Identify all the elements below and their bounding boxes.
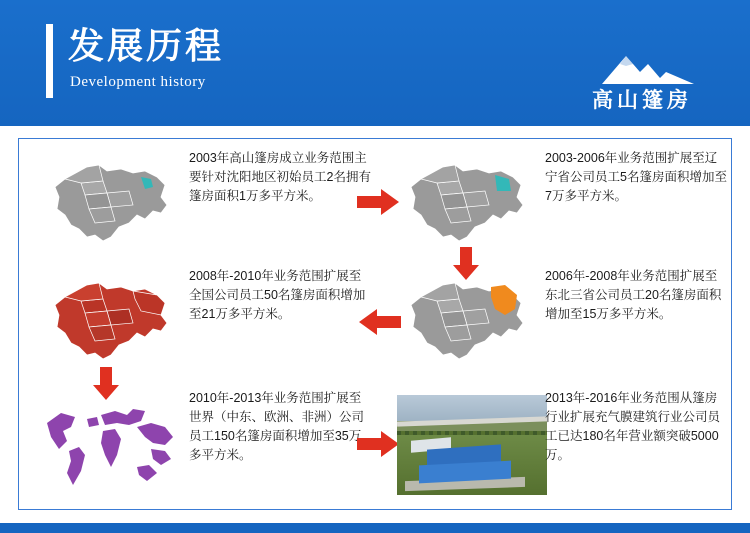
page-header <box>0 0 750 126</box>
china-map-liaoning-icon <box>397 153 537 257</box>
page-subtitle: Development history <box>70 74 206 90</box>
china-map-nationwide-icon <box>41 271 181 375</box>
milestone-text-3: 2006年-2008年业务范围扩展至东北三省公司员工20名篷房面积增加至15万多平方米。 <box>545 269 722 321</box>
arrow-right-icon-5 <box>357 429 401 459</box>
world-map-icon <box>41 393 181 497</box>
factory-aerial-photo <box>397 395 547 495</box>
milestone-card-3 <box>397 267 727 379</box>
milestone-text-2: 2003-2006年业务范围扩展至辽宁省公司员工5名篷房面积增加至7万多平方米。 <box>545 151 727 203</box>
header-accent-bar <box>46 24 53 98</box>
milestone-text-5: 2010年-2013年业务范围扩展至世界（中东、欧洲、非洲）公司员工150名篷房面积增加至35万多平方米。 <box>189 391 365 462</box>
milestone-card-4 <box>41 267 371 379</box>
milestone-text-4: 2008年-2010年业务范围扩展至全国公司员工50名篷房面积增加至21万多平方米。 <box>189 269 366 321</box>
milestone-card-6 <box>397 389 727 501</box>
footer-bar <box>0 523 750 533</box>
timeline-panel <box>18 138 732 510</box>
milestone-card-5 <box>41 389 371 501</box>
page-title: 发展历程 <box>68 25 225 66</box>
milestone-text-6: 2013年-2016年业务范围从篷房行业扩展充气膜建筑行业公司员工已达180名年营业额突破5000万。 <box>545 391 721 462</box>
china-map-northeast-icon <box>397 271 537 375</box>
logo-text: 高山篷房 <box>592 89 692 112</box>
milestone-card-1 <box>41 149 371 261</box>
china-map-shenyang-icon <box>41 153 181 257</box>
milestone-card-2 <box>397 149 727 261</box>
arrow-right-icon-1 <box>357 187 401 217</box>
milestone-text-1: 2003年高山篷房成立业务范围主要针对沈阳地区初始员工2名拥有篷房面积1万多平方米。 <box>189 151 371 203</box>
company-logo <box>562 52 722 114</box>
